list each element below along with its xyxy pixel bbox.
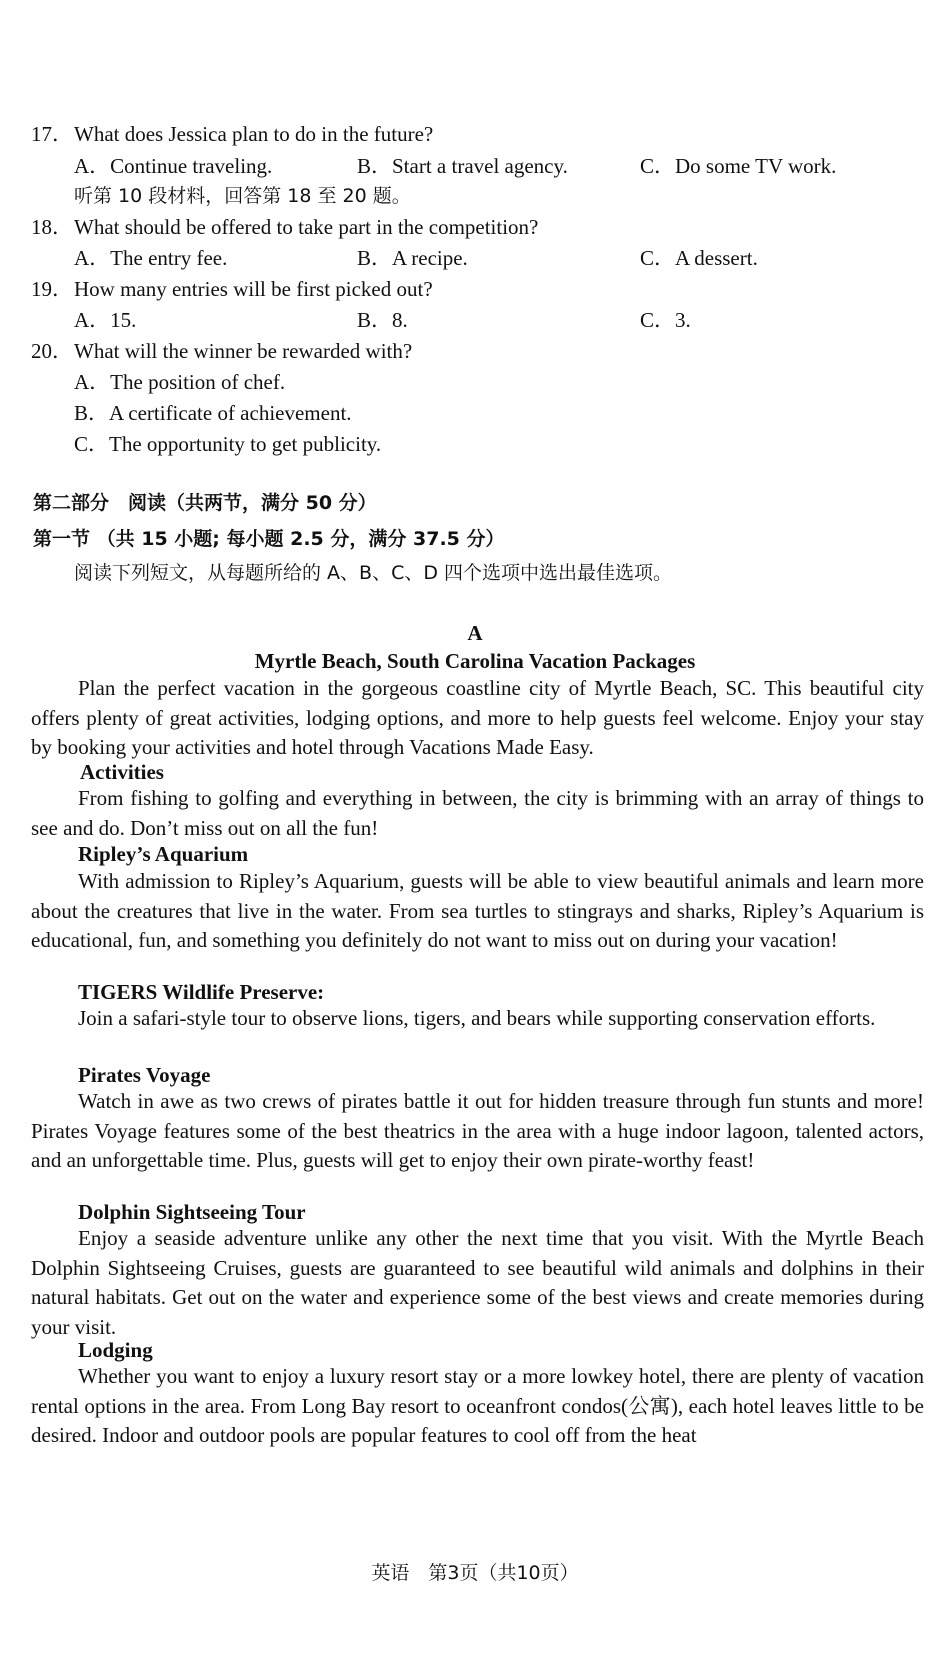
- option-a: A．The position of chef.: [74, 370, 286, 394]
- section-one-title: 第一节 （共 15 小题; 每小题 2.5 分，满分 37.5 分）: [33, 528, 505, 550]
- option-c: C．Do some TV work.: [640, 154, 837, 178]
- intro-paragraph: Plan the perfect vacation in the gorgeous coastline city of Myrtle Beach, SC. This beautiful city offers plenty of great activities, lodging options, and more to help guests feel welcome. Enjoy your stay by booking your activities and hotel through Vacations Made Easy.: [31, 676, 924, 759]
- page-footer: 英语 第3页（共10页）: [371, 1562, 579, 1584]
- lodging-paragraph: Whether you want to enjoy a luxury resort stay or a more lowkey hotel, there are plenty of vacation rental options in the area. From Long Bay resort to oceanfront condos(公寓), each hotel leaves little to be desired. Indoor and outdoor pools are popular features to cool off from the heat: [31, 1364, 924, 1447]
- option-b: B．8.: [357, 308, 408, 332]
- option-a: A．The entry fee.: [74, 246, 228, 270]
- dolphin-paragraph: Enjoy a seaside adventure unlike any other the next time that you visit. With the Myrtle Beach Dolphin Sightseeing Cruises, guests are guaranteed to see beautiful wild animals and dolphins in their natural habitats. Get out on the water and experience some of the best views and create memories during your visit.: [31, 1226, 924, 1339]
- option-a: A．Continue traveling.: [74, 154, 273, 178]
- pirates-paragraph: Watch in awe as two crews of pirates battle it out for hidden treasure through fun stunts and more! Pirates Voyage features some of the best theatrics in the area with a huge indoor lagoon, talented actors, and an unforgettable time. Plus, guests will get to enjoy their own pirate-worthy feast!: [31, 1089, 924, 1172]
- option-c: C．A dessert.: [640, 246, 758, 270]
- tigers-paragraph: Join a safari-style tour to observe lions, tigers, and bears while supporting conservation efforts.: [78, 1006, 876, 1030]
- pirates-heading: Pirates Voyage: [78, 1063, 211, 1087]
- reading-instruction: 阅读下列短文，从每题所给的 A、B、C、D 四个选项中选出最佳选项。: [74, 562, 673, 584]
- activities-paragraph: From fishing to golfing and everything in between, the city is brimming with an array of things to see and do. Don’t miss out on all the fun!: [31, 786, 924, 840]
- lodging-heading: Lodging: [78, 1338, 153, 1362]
- dolphin-heading: Dolphin Sightseeing Tour: [78, 1200, 306, 1224]
- option-a: A．15.: [74, 308, 137, 332]
- part-two-title: 第二部分 阅读（共两节，满分 50 分）: [33, 492, 377, 514]
- ripley-heading: Ripley’s Aquarium: [78, 842, 249, 866]
- ripley-paragraph: With admission to Ripley’s Aquarium, guests will be able to view beautiful animals and learn more about the creatures that live in the water. From sea turtles to stingrays and sharks, Ripley’s Aquarium is educational, fun, and something you definitely do not want to miss out on during your vacation!: [31, 869, 924, 952]
- passage-letter: A: [467, 621, 483, 645]
- option-c: C．3.: [640, 308, 691, 332]
- passage-title: Myrtle Beach, South Carolina Vacation Packages: [254, 649, 696, 673]
- option-b: B．Start a travel agency.: [357, 154, 568, 178]
- option-b: B．A certificate of achievement.: [74, 401, 352, 425]
- option-c: C．The opportunity to get publicity.: [74, 432, 382, 456]
- activities-heading: Activities: [80, 760, 164, 784]
- listening-instruction-10: 听第 10 段材料，回答第 18 至 20 题。: [74, 185, 411, 207]
- tigers-heading: TIGERS Wildlife Preserve:: [78, 980, 325, 1004]
- option-b: B．A recipe.: [357, 246, 468, 270]
- exam-page: 17． What does Jessica plan to do in the future? A．Continue traveling. B．Start a travel agency. C．Do some TV work. 听第 10 段材料，回答第 18 至 20 题。 18． What should be offered to take part in the competition? A．The entry fee. B．A recipe. C．A dessert. 19． How many entries will be first picked out? A．15. B．8. C．3. 20． What will the winner be rewarded with? A．The position of chef. B．A certificate of achievement. C．The opportunity to get publicity. 第二部分 阅读（共两节，满分 50 分） 第一节 （共 15 小题; 每小题 2.5 分，满分 37.5 分） 阅读下列短文，从每题所给的 A、B、C、D 四个选项中选出最佳选项。 A Myrtle Beach, South Carolina Vacation Packages Plan the perfect vacation in the gorgeous coastline city of Myrtle Beach, SC. This beautiful city offers plenty of great activities, lodging options, and more to help guests feel welcome. Enjoy your stay by booking your activities and hotel through Vacations Made Easy. Activities From fishing to golfing and everything in between, the city is brimming with an array of things to see and do. Don’t miss out on all the fun! Ripley’s Aquarium With admission to Ripley’s Aquarium, guests will be able to view beautiful animals and learn more about the creatures that live in the water. From sea turtles to stingrays and sharks, Ripley’s Aquarium is educational, fun, and something you definitely do not want to miss out on during your vacation! TIGERS Wildlife Preserve: Join a safari-style tour to observe lions, tigers, and bears while supporting conservation efforts. Pirates Voyage Watch in awe as two crews of pirates battle it out for hidden treasure through fun stunts and more! Pirates Voyage features some of the best theatrics in the area with a huge indoor lagoon, talented actors, and an unforgettable time. Plus, guests will get to enjoy their own pirate-worthy feast! Dolphin Sightseeing Tour Enjoy a seaside adventure unlike any other the next time that you visit. With the Myrtle Beach Dolphin Sightseeing Cruises, guests are guaranteed to see beautiful wild animals and dolphins in their natural habitats. Get out on the water and experience some of the best views and create memories during your visit. Lodging Whether you want to enjoy a luxury resort stay or a more lowkey hotel, there are plenty of vacation rental options in the area. From Long Bay resort to oceanfront condos(公寓), each hotel leaves little to be desired. Indoor and outdoor pools are popular features to cool off from the heat 英语 第3页（共10页）: [0, 0, 950, 1667]
